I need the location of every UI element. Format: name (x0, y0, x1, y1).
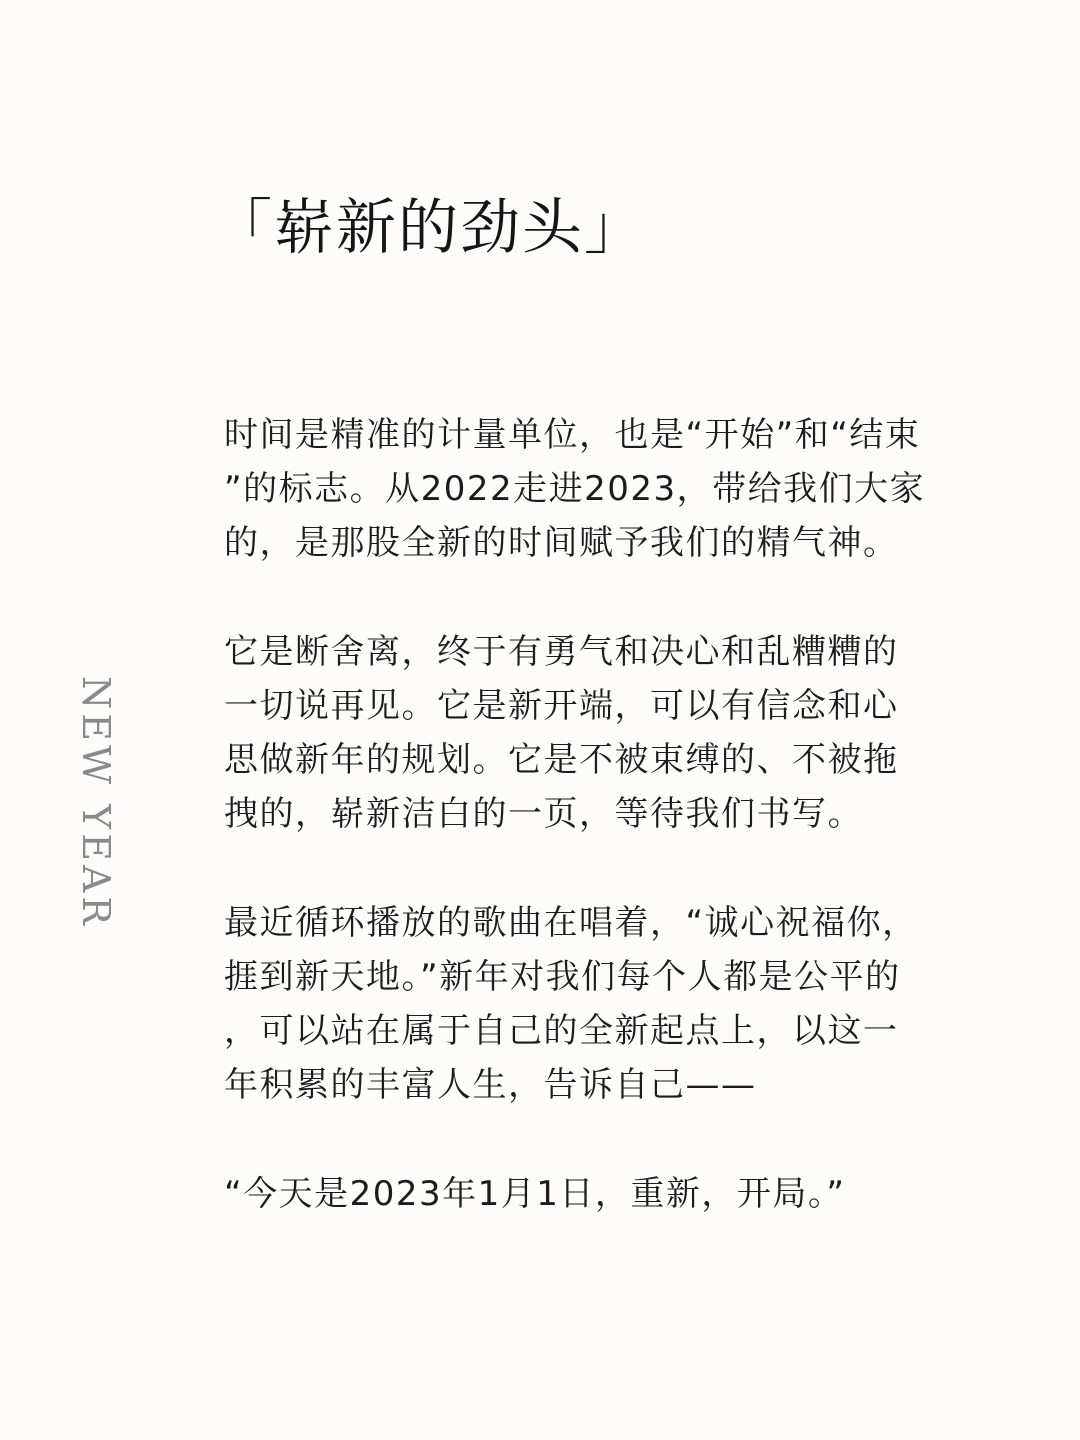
paragraph-3 (224, 896, 964, 1112)
paragraph-line: ”的标志。从2022走进2023，带给我们大家 (224, 469, 926, 509)
paragraph-line: “今天是2023年1月1日，重新，开局。” (224, 1174, 846, 1214)
paragraph-line: 时间是精准的计量单位，也是“开始”和“结束 (224, 415, 921, 455)
paragraph-line: 的，是那股全新的时间赋予我们的精气神。 (224, 523, 899, 563)
article-body (224, 408, 964, 1276)
paragraph-line: 一切说再见。它是新开端，可以有信念和心 (224, 686, 899, 726)
paragraph-line: ，可以站在属于自己的全新起点上，以这一 (224, 1011, 899, 1051)
paragraph-4 (224, 1167, 964, 1221)
paragraph-line: 它是断舍离，终于有勇气和决心和乱糟糟的 (224, 632, 899, 672)
paragraph-line: 思做新年的规划。它是不被束缚的、不被拖 (224, 740, 899, 780)
side-label-new-year: NEW YEAR (74, 676, 118, 930)
paragraph-1 (224, 408, 964, 570)
paragraph-2 (224, 625, 964, 841)
paragraph-line: 年积累的丰富人生，告诉自己—— (224, 1065, 757, 1105)
paragraph-line: 最近循环播放的歌曲在唱着，“诚心祝福你， (224, 903, 918, 943)
paragraph-line: 拽的，崭新洁白的一页，等待我们书写。 (224, 794, 863, 834)
page-title: 「崭新的劲头」 (212, 193, 646, 263)
paragraph-line: 捱到新天地。”新年对我们每个人都是公平的 (224, 957, 901, 997)
